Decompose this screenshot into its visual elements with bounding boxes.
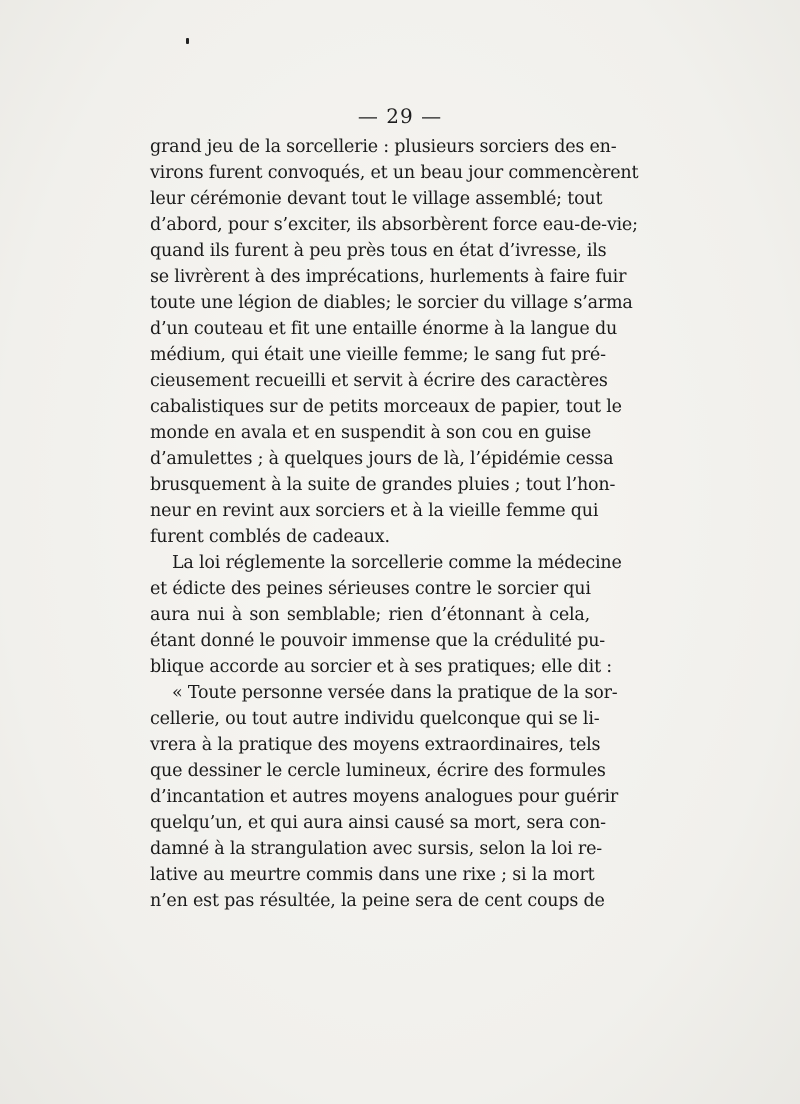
text-line: cieusement recueilli et servit à écrire des caractères: [150, 371, 608, 391]
text-line: d’incantation et autres moyens analogues pour guérir: [150, 787, 619, 807]
text-line: quand ils furent à peu près tous en état d’ivresse, ils: [150, 241, 607, 261]
page-number: — 29 —: [357, 104, 443, 128]
text-line: cellerie, ou tout autre individu quelconque qui se li-: [150, 709, 600, 729]
text-line: que dessiner le cercle lumineux, écrire des formules: [150, 761, 606, 781]
text-line: grand jeu de la sorcellerie : plusieurs sorciers des en-: [150, 137, 617, 157]
text-line: cabalistiques sur de petits morceaux de papier, tout le: [150, 397, 622, 417]
text-line: lative au meurtre commis dans une rixe ; si la mort: [150, 865, 595, 885]
text-line: monde en avala et en suspendit à son cou en guise: [150, 423, 591, 443]
text-line: et édicte des peines sérieuses contre le sorcier qui: [150, 579, 591, 599]
text-line: La loi réglemente la sorcellerie comme la médecine: [172, 553, 622, 573]
body-text: [150, 134, 639, 914]
text-line: leur cérémonie devant tout le village assemblé; tout: [150, 189, 603, 209]
text-line: d’amulettes ; à quelques jours de là, l’épidémie cessa: [150, 449, 614, 469]
text-line: damné à la strangulation avec sursis, selon la loi re-: [150, 839, 602, 859]
text-line: d’un couteau et fit une entaille énorme à la langue du: [150, 319, 618, 339]
text-line: médium, qui était une vieille femme; le sang fut pré-: [150, 345, 606, 365]
paragraph-1: [150, 134, 639, 550]
text-line: furent comblés de cadeaux.: [150, 527, 390, 547]
text-line: toute une légion de diables; le sorcier du village s’arma: [150, 293, 633, 313]
text-line: n’en est pas résultée, la peine sera de cent coups de: [150, 891, 605, 911]
text-line: neur en revint aux sorciers et à la vieille femme qui: [150, 501, 599, 521]
text-line: vrera à la pratique des moyens extraordinaires, tels: [150, 735, 601, 755]
text-line: se livrèrent à des imprécations, hurlements à faire fuir: [150, 267, 627, 287]
text-line: « Toute personne versée dans la pratique de la sor-: [172, 683, 618, 703]
paragraph-2: [150, 550, 622, 680]
paragraph-3-quote: [150, 680, 619, 914]
text-line: aura nui à son semblable; rien d’étonnant à cela,: [150, 605, 590, 625]
text-line: brusquement à la suite de grandes pluies ; tout l’hon-: [150, 475, 616, 495]
text-line: étant donné le pouvoir immense que la crédulité pu-: [150, 631, 605, 651]
text-line: d’abord, pour s’exciter, ils absorbèrent force eau-de-vie;: [150, 215, 638, 235]
text-line: quelqu’un, et qui aura ainsi causé sa mort, sera con-: [150, 813, 606, 833]
ink-speck: [186, 38, 189, 44]
text-line: blique accorde au sorcier et à ses pratiques; elle dit :: [150, 657, 612, 677]
text-line: virons furent convoqués, et un beau jour commencèrent: [150, 163, 639, 183]
